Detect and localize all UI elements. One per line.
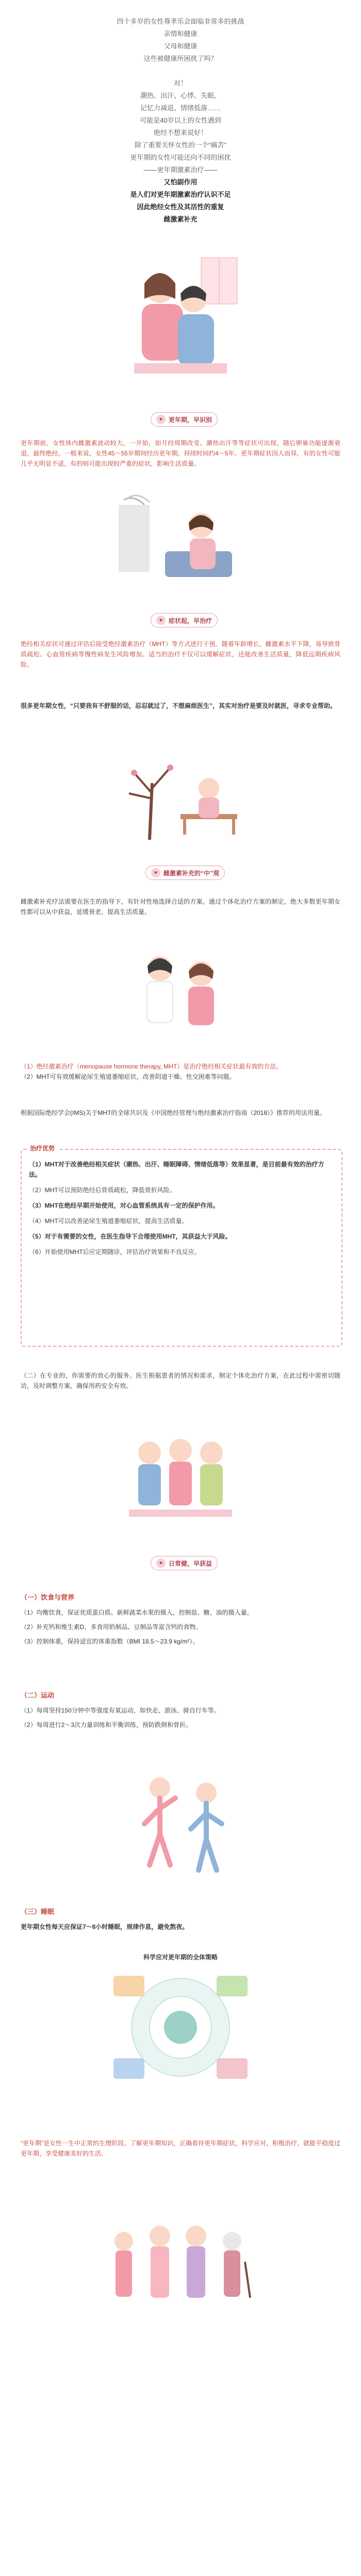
- doctor-patient-illustration: [103, 938, 258, 1041]
- tree-bench-illustration: [103, 737, 258, 850]
- generations-illustration: [93, 2205, 268, 2329]
- box-item: （1）MHT对于改善绝经相关症状（潮热、出汗、睡眠障碍、情绪低落等）效果显著，是目前最有效的治疗方法。: [29, 1161, 324, 1178]
- section-2-quote: [21, 701, 340, 711]
- section-title-treat-early: [151, 613, 218, 628]
- intro-line: 这些被健康所困扰了吗？: [143, 55, 218, 62]
- group-illustration: [103, 1422, 258, 1540]
- heart-icon: ♥: [156, 616, 166, 625]
- section-title-text: 雌激素补充的“中”观: [163, 869, 220, 877]
- intro-line: 记忆力减退、情绪低落……: [140, 104, 221, 112]
- sleep-text: 更年期女性每天应保证7～8小时睡眠，规律作息，避免熬夜。: [21, 1923, 189, 1930]
- heart-icon: ♥: [151, 868, 160, 877]
- section-2-quote-text: 很多更年期女性，“只要我有不舒服的话，忍忍就过了，不想麻烦医生”，其实对治疗是要及时就医，寻求专业帮助。: [21, 702, 337, 709]
- section-4-paragraph: [21, 1370, 340, 1391]
- section-title-text: 症状起，早治疗: [169, 617, 212, 624]
- section-1-text: 更年期前，女性体内雌激素波动较大，一开始，如月经周期改变、潮热出汗等等症状可出现，随后卵巢功能逐渐衰退，最终绝经。一般来说，女性45～55岁期间经历更年期，持续时间约4～5年。更年期症状因人而异，有的女性可能几乎无明显不适，有的则可能出现较严重的症状，影响生活质量。: [21, 439, 340, 467]
- intro-bold-line: 因此绝经女性及其活性的重复: [137, 203, 224, 211]
- box-item: （6）开始使用MHT后应定期随诊，评估治疗效果和不良反应。: [29, 1248, 201, 1256]
- intro-bold-line: 雌激素补充: [163, 215, 198, 223]
- section-4-text: （二）在专业的，你需要的放心的服务。医生根据患者的情况和需求，制定个体化治疗方案，在此过程中需密切随访，及时调整方案，确保用药安全有效。: [21, 1372, 340, 1389]
- diagram-title: 科学应对更年期的全体策略: [143, 1954, 218, 1961]
- intro-line: 更年期的女性可能还向不同的困扰: [130, 154, 231, 161]
- intro-bold-line: 又怕副作用: [163, 178, 198, 186]
- intro-line: 四十多岁的女性尊孝乐会面临非常多的挑战: [117, 18, 244, 25]
- box-item: （3）MHT在绝经早期开始使用，对心血管系统具有一定的保护作用。: [29, 1202, 219, 1209]
- intro-line: 除了重要关怀女性的一个“痛苦”: [135, 141, 226, 149]
- box-item: （4）MHT可以改善泌尿生殖道萎缩症状，提高生活质量。: [29, 1217, 188, 1225]
- intro-line: 可能是40岁以上的女性遇到: [140, 116, 221, 124]
- box-item: （5）对于有需要的女性，在医生指导下合理使用MHT，其获益大于风险。: [29, 1233, 232, 1240]
- subheading-sport: （二）运动: [21, 1691, 55, 1699]
- intro-block: [0, 15, 361, 226]
- intro-line: 对！: [173, 79, 187, 87]
- intro-line: 绝经不想来说好！: [153, 129, 207, 137]
- advantages-box: [21, 1145, 342, 1347]
- list-item: （2）MHT可有效缓解泌尿生殖道萎缩症状，改善阴道干燥、性交困难等问题。: [21, 1073, 236, 1080]
- heart-icon: ♥: [156, 415, 166, 424]
- list-item: （3）控制体重，保持适宜的体重指数（BMI 18.5～23.9 kg/m²）。: [21, 1638, 199, 1645]
- section-2-paragraph: [21, 639, 340, 670]
- heart-icon: ♥: [156, 1558, 166, 1568]
- diagram-graphic: [93, 1965, 268, 2089]
- note-text: 根据国际绝经学会(IMS)关于MHT的全球共识及《中国绝经管理与绝经激素治疗指南（2018）》推荐的用法用量。: [21, 1109, 326, 1116]
- box-tag: 治疗优势: [27, 1144, 58, 1153]
- section-3-note: [21, 1108, 340, 1118]
- subheading-diet: （一）饮食与营养: [21, 1594, 75, 1601]
- woman-sitting-illustration: [113, 495, 248, 598]
- section-title-text: 日常健，早获益: [169, 1560, 212, 1567]
- list-item: （1）绝经激素治疗（menopause hormone therapy, MHT）是治疗绝经相关症状最有效的方法。: [21, 1063, 283, 1070]
- list-item: （1）均衡饮食，保证优质蛋白质、新鲜蔬菜水果的摄入，控制盐、糖、油的摄入量。: [21, 1609, 253, 1616]
- exercise-illustration: [103, 1762, 258, 1886]
- intro-line: [0, 65, 361, 77]
- subheading-sleep: （三）睡眠: [21, 1908, 55, 1916]
- intro-line: 亲情和健康: [163, 30, 198, 38]
- section-3-paragraph: [21, 896, 340, 917]
- intro-bold-line: 是人们对更年期激素治疗认识不足: [130, 191, 231, 198]
- section-6-text: “更年期”是女性一生中正常的生理阶段。了解更年期知识，正确看待更年期症状，科学应对，积极治疗，就能平稳度过更年期，享受健康美好的生活。: [21, 2140, 340, 2157]
- section-2-text: 绝经相关症状可通过评估后接受绝经激素治疗（MHT）等方式进行干预。随着年龄增长，雌激素水平下降，易导致骨质疏松、心血管疾病等慢性病发生风险增加。适当的治疗不仅可以缓解症状，还能改善生活质量，降低远期疾病风险。: [21, 640, 340, 668]
- intro-line: ——更年期激素治疗——: [143, 166, 218, 174]
- section-1-paragraph: [21, 438, 340, 469]
- list-item: （1）每周坚持150分钟中等强度有氧运动，如快走、游泳、骑自行车等。: [21, 1707, 220, 1714]
- section-3-list: [21, 1061, 340, 1082]
- strategy-diagram: [93, 1953, 268, 2092]
- section-title-estrogen: [145, 866, 225, 880]
- sleep-paragraph: [21, 1922, 340, 1932]
- box-item: （2）MHT可以预防绝经后骨质疏松，降低骨折风险。: [29, 1187, 176, 1194]
- list-item: （2）每周进行2～3次力量训练和平衡训练，预防跌倒和骨折。: [21, 1721, 192, 1728]
- diet-list: [21, 1607, 340, 1647]
- couple-illustration: [103, 242, 258, 397]
- section-title-daily: [151, 1556, 218, 1570]
- section-6-paragraph: [21, 2138, 340, 2159]
- section-3-text: 雌激素补充疗法需要在医生的指导下，有针对性地选择合适的方案。通过个体化治疗方案的制定，绝大多数更年期女性都可以从中获益，延缓衰老，提高生活质量。: [21, 898, 340, 916]
- section-title-early-identify: [151, 412, 218, 427]
- list-item: （2）补充钙和维生素D，多食用奶制品、豆制品等富含钙的食物。: [21, 1623, 202, 1631]
- intro-line: 父母和健康: [163, 42, 198, 50]
- sport-list: [21, 1705, 340, 1730]
- section-title-text: 更年期，早识别: [169, 416, 212, 423]
- intro-line: 潮热、出汗、心悸、失眠、: [140, 92, 221, 99]
